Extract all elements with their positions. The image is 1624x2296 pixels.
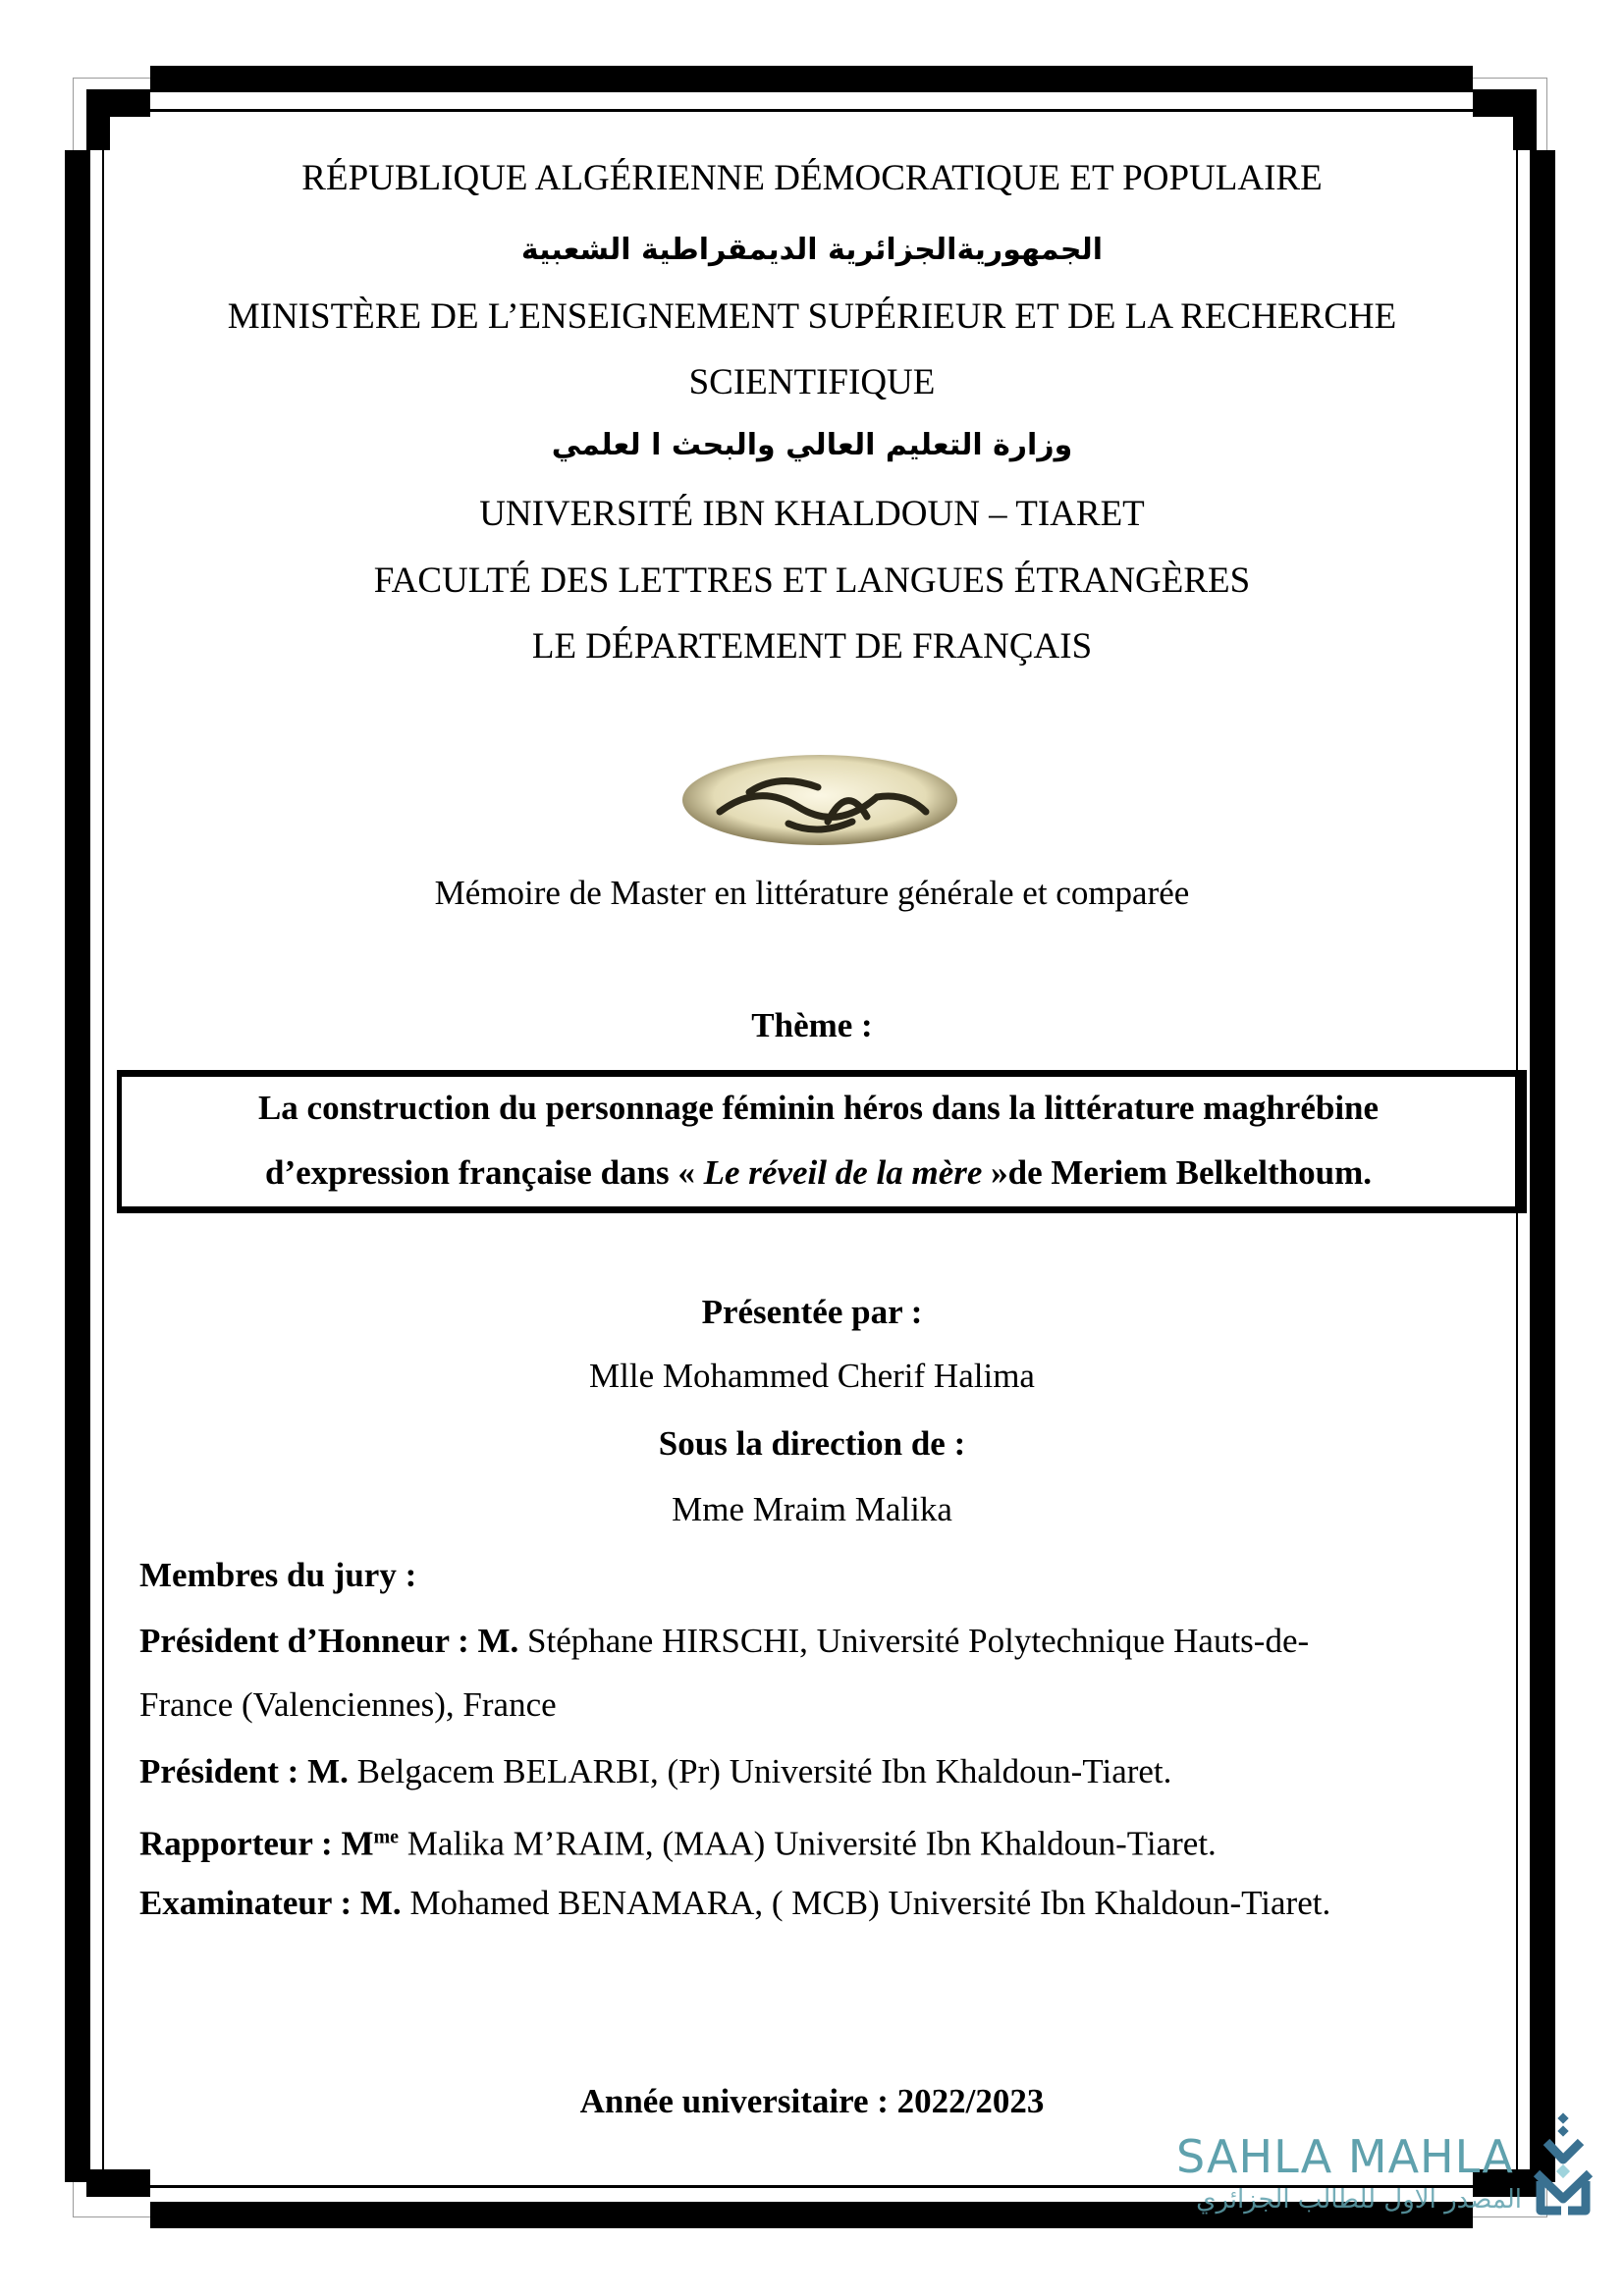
jury-detail: Belgacem BELARBI, (Pr) Université Ibn Khaldoun-Tiaret. [348, 1752, 1172, 1790]
jury-role: Président : M. [139, 1752, 349, 1790]
top-bar [150, 66, 1473, 92]
ministry-ar: وزارة التعليم العالي والبحث ا لعلمي [551, 428, 1073, 462]
theme-line2-prefix: d’expression française dans « [265, 1153, 704, 1192]
watermark-tagline: المصدر الاول للطالب الجزائري [1196, 2185, 1522, 2215]
department: LE DÉPARTEMENT DE FRANÇAIS [531, 626, 1093, 667]
university: UNIVERSITÉ IBN KHALDOUN – TIARET [479, 494, 1145, 534]
jury-member [139, 1882, 1330, 1925]
jury-role-sup: me [373, 1826, 400, 1847]
republic-ar: الجمهوريةالجزائرية الديمقراطية الشعبية [520, 233, 1104, 267]
direction-label: Sous la direction de : [658, 1424, 966, 1463]
jury-detail: Malika M’RAIM, (MAA) Université Ibn Khaldoun-Tiaret. [399, 1824, 1217, 1863]
academic-year: Année universitaire : 2022/2023 [579, 2082, 1045, 2120]
theme-line2 [122, 1153, 1515, 1193]
jury-member-continued: France (Valenciennes), France [139, 1685, 557, 1724]
presented-label: Présentée par : [701, 1293, 923, 1331]
direction-name: Mme Mraim Malika [672, 1490, 952, 1528]
theme-box [117, 1070, 1527, 1213]
jury-member [139, 1620, 1309, 1663]
jury-detail: Stéphane HIRSCHI, Université Polytechnique Hauts-de- [518, 1622, 1310, 1660]
jury-member [139, 1750, 1171, 1793]
faculty: FACULTÉ DES LETTRES ET LANGUES ÉTRANGÈRES [373, 561, 1251, 601]
university-logo [680, 753, 959, 848]
corner-bl [86, 2169, 150, 2197]
memoire-title: Mémoire de Master en littérature générale et comparée [434, 874, 1190, 912]
jury-role: Président d’Honneur : M. [139, 1622, 519, 1660]
jury-detail: Mohamed BENAMARA, ( MCB) Université Ibn Khaldoun-Tiaret. [401, 1884, 1331, 1922]
watermark-calligraphy-icon [1527, 2112, 1600, 2220]
top-thin-line [150, 109, 1473, 112]
novel-title: Le réveil de la mère [703, 1153, 983, 1192]
corner-tl-side [86, 89, 110, 150]
jury-role: Rapporteur : M [139, 1824, 374, 1863]
jury-role: Examinateur : M. [139, 1884, 402, 1922]
ministry-fr-line1: MINISTÈRE DE L’ENSEIGNEMENT SUPÉRIEUR ET DE LA RECHERCHE [227, 296, 1397, 337]
jury-label: Membres du jury : [139, 1556, 417, 1594]
watermark-brand: SAHLA MAHLA [1176, 2130, 1514, 2183]
republic-fr: RÉPUBLIQUE ALGÉRIENNE DÉMOCRATIQUE ET POPULAIRE [301, 158, 1323, 198]
theme-label: Thème : [751, 1006, 873, 1044]
jury-member [139, 1815, 1217, 1866]
theme-line2-suffix: »de Meriem Belkelthoum. [982, 1153, 1372, 1192]
presented-name: Mlle Mohammed Cherif Halima [589, 1357, 1035, 1395]
ministry-fr-line2: SCIENTIFIQUE [688, 362, 936, 402]
theme-line1: La construction du personnage féminin héros dans la littérature maghrébine [257, 1089, 1380, 1127]
